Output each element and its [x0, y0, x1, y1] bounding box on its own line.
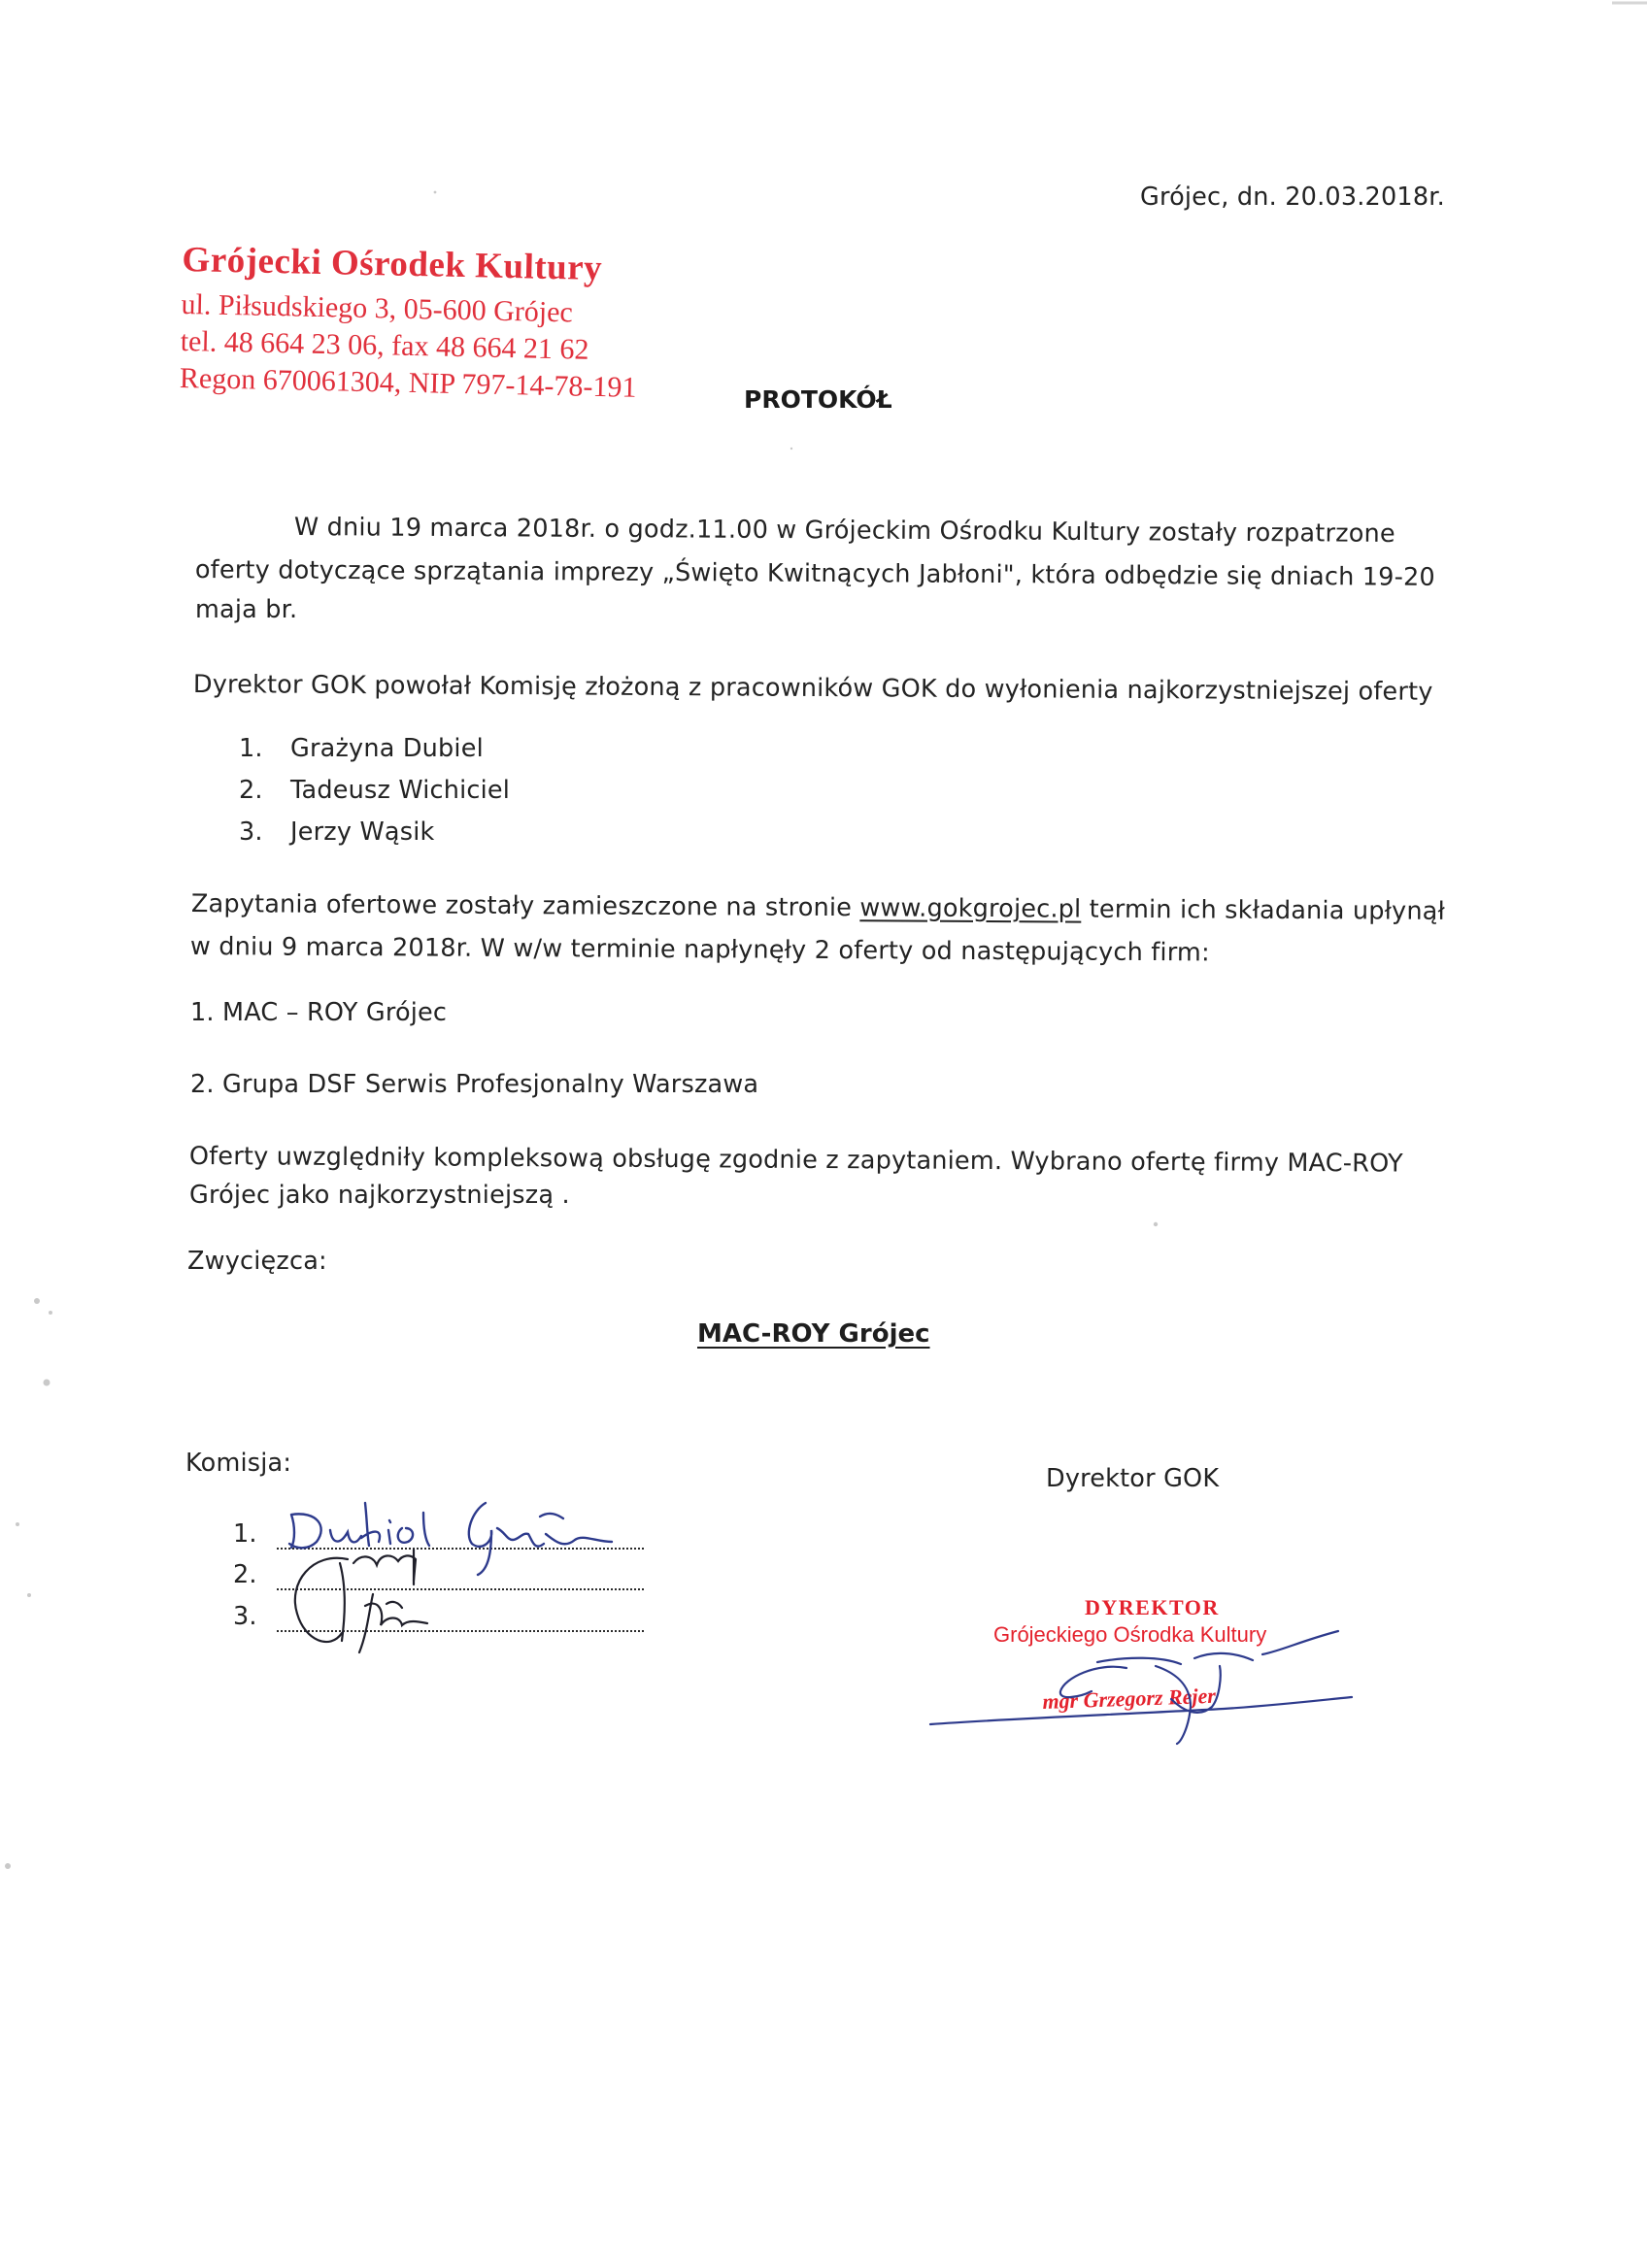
member-3-name: Jerzy Wąsik	[290, 817, 435, 847]
inquiry-line-2: w dniu 9 marca 2018r. W w/w terminie napłynęły 2 oferty od następujących firm:	[189, 932, 1210, 968]
decision-line-1: Oferty uwzględniły kompleksową obsługę zgodnie z zapytaniem. Wybrano ofertę firmy MAC-ROY	[188, 1142, 1403, 1179]
stamp-ids: Regon 670061304, NIP 797-14-78-191	[179, 361, 637, 404]
place-date: Grójec, dn. 20.03.2018r.	[1140, 183, 1445, 212]
member-2-name: Tadeusz Wichiciel	[290, 776, 511, 805]
decision-line-2: Grójec jako najkorzystniejszą .	[189, 1181, 570, 1210]
member-1-number: 1.	[239, 734, 263, 763]
winner-name: MAC-ROY Grójec	[697, 1319, 930, 1349]
signature-wichiciel	[295, 1550, 416, 1642]
commission-intro: Dyrektor GOK powołał Komisję złożoną z pracowników GOK do wyłonienia najkorzystniejszej oferty	[192, 670, 1433, 707]
website-link[interactable]: www.gokgrojec.pl	[859, 893, 1082, 924]
stamp-address: ul. Piłsudskiego 3, 05-600 Grójec	[181, 287, 574, 329]
offer-2: 2. Grupa DSF Serwis Profesjonalny Warszawa	[190, 1070, 759, 1099]
winner-label: Zwycięzca:	[187, 1247, 327, 1276]
signature-line-1-number: 1.	[233, 1519, 257, 1549]
inquiry-line-1-start: Zapytania ofertowe zostały zamieszczone na stronie	[190, 889, 860, 923]
document-title: PROTOKÓŁ	[744, 385, 892, 414]
inquiry-line-1-end: termin ich składania upłynął	[1081, 894, 1446, 926]
director-stamp-title: DYREKTOR	[1085, 1595, 1220, 1619]
member-2-number: 2.	[239, 776, 263, 805]
offer-1: 1. MAC – ROY Grójec	[190, 998, 448, 1027]
scan-speckles	[5, 191, 1158, 1869]
signature-wasik	[359, 1594, 427, 1652]
director-stamp-org: Grójeckiego Ośrodka Kultury	[993, 1622, 1267, 1647]
intro-line-3: maja br.	[195, 595, 298, 624]
signature-line-2-number: 2.	[233, 1560, 257, 1589]
signature-line-3-number: 3.	[233, 1602, 257, 1631]
member-1-name: Grażyna Dubiel	[290, 734, 484, 763]
stamp-phone: tel. 48 664 23 06, fax 48 664 21 62	[180, 324, 589, 366]
member-3-number: 3.	[239, 817, 263, 847]
signature-dubiel	[289, 1503, 612, 1575]
signature-director	[930, 1631, 1352, 1744]
commission-label: Komisja:	[185, 1449, 292, 1478]
director-stamp-name: mgr Grzegorz Rejer	[1042, 1683, 1217, 1714]
stamp-org-name: Grójecki Ośrodek Kultury	[182, 239, 603, 289]
intro-line-2: oferty dotyczące sprzątania imprezy „Święto Kwitnących Jabłoni", która odbędzie się dniach 19-20	[194, 555, 1435, 592]
intro-line-1: W dniu 19 marca 2018r. o godz.11.00 w Grójeckim Ośrodku Kultury zostały rozpatrzone	[293, 513, 1395, 549]
director-label: Dyrektor GOK	[1046, 1464, 1220, 1493]
